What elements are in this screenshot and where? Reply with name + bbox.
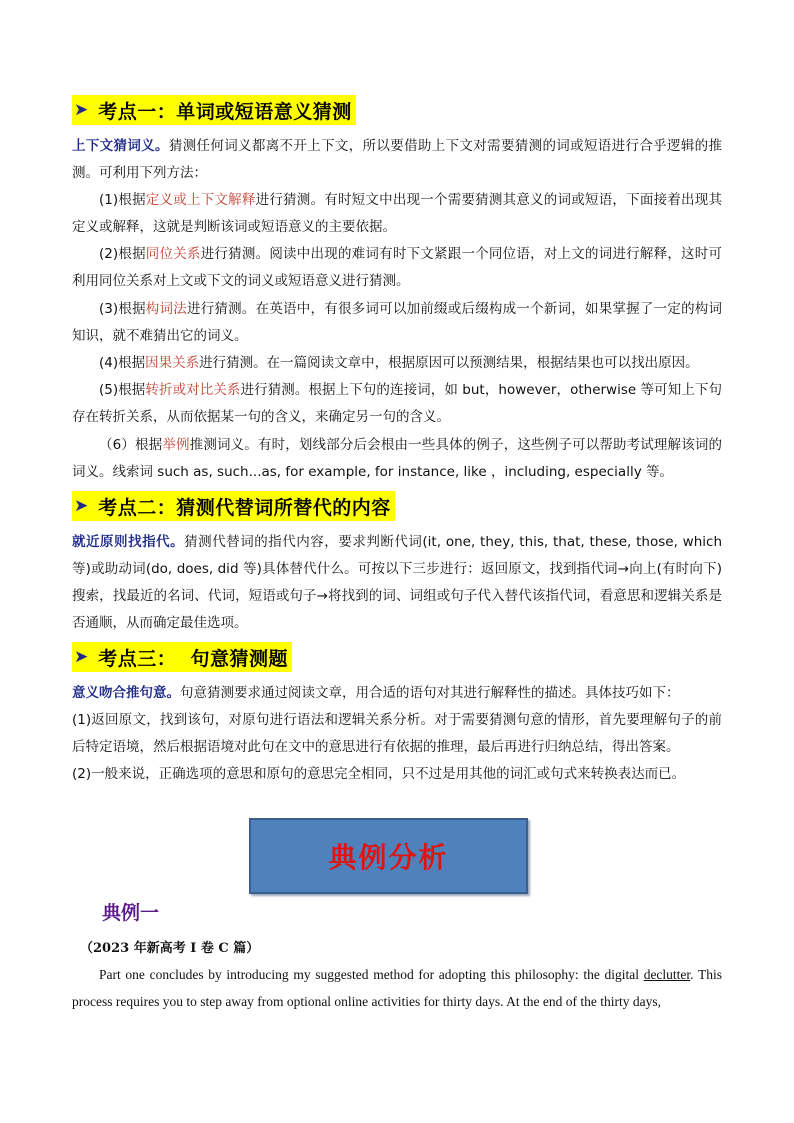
section3-point-2 xyxy=(72,761,722,788)
section2-body xyxy=(72,529,722,637)
item-prefix: (5)根据 xyxy=(99,382,146,398)
section-heading-2 xyxy=(72,491,395,521)
method-item-3 xyxy=(72,296,722,350)
heading-text: 考点一：单词或短语意义猜测 xyxy=(98,100,352,123)
section1-intro xyxy=(72,133,722,187)
item-text: 推测词义。有时，划线部分后会根由一些具体的例子，这些例子可以帮助考试理解该词的词义。线索词 such as, such...as, for example, for instance, like ，including, especially 等。 xyxy=(72,437,723,480)
item-prefix: (2)根据 xyxy=(99,246,146,262)
method-item-5 xyxy=(72,377,722,431)
item-key: 举例 xyxy=(162,437,190,453)
section3-text: 句意猜测要求通过阅读文章，用合适的语句对其进行解释性的描述。具体技巧如下： xyxy=(180,685,680,701)
heading-highlight xyxy=(72,491,395,521)
item-prefix: (1)根据 xyxy=(99,192,146,208)
method-item-6 xyxy=(72,432,722,486)
arrow-bullet-icon: ➤ xyxy=(74,647,89,667)
item-text: 进行猜测。根据上下句的连接词，如 but，however，otherwise 等可知上下句存在转折关系，从而依据某一句的含义，来确定另一句的含义。 xyxy=(72,382,723,425)
section2-text: 猜测代替词的指代内容，要求判断代词(it, one, they, this, that, these, those, which 等)或助动词(do, does, did 等)具体替代什么。可按以下三步进行：返回原文，找到指代词→向上(有时向下)搜索，找最近的名词、代词，短语或句子→将找到的词、词组或句子代入替代该指代词，看意思和逻辑关系是否通顺，从而确定最佳选项。 xyxy=(72,534,722,631)
underlined-word: declutter xyxy=(643,967,691,982)
item-key: 同位关系 xyxy=(145,246,201,262)
point-text: (1)返回原文，找到该句，对原句进行语法和逻辑关系分析。对于需要猜测句意的情形，首先要理解句子的前后特定语境，然后根据语境对此句在文中的意思进行有依据的推理，最后再进行归纳总结，得出答案。 xyxy=(72,712,722,755)
heading-text: 考点三： 句意猜测题 xyxy=(98,647,288,670)
item-key: 转折或对比关系 xyxy=(145,382,241,398)
method-item-2 xyxy=(72,241,722,295)
item-key: 构词法 xyxy=(145,301,187,317)
section-heading-1 xyxy=(72,95,356,125)
example-source: （2023 年新高考 I 卷 C 篇） xyxy=(80,941,260,956)
item-text: 进行猜测。有时短文中出现一个需要猜测其意义的词或短语，下面接着出现其定义或解释，这就是判断该词或短语意义的主要依据。 xyxy=(72,192,722,235)
method-item-1 xyxy=(72,187,722,241)
section3-lead: 意义吻合推句意。 xyxy=(72,685,180,701)
section2-lead: 就近原则找指代。 xyxy=(72,534,185,550)
item-key: 因果关系 xyxy=(145,355,200,371)
banner-label: 典例分析 xyxy=(328,841,449,874)
example-passage xyxy=(72,961,722,1015)
passage-text-after: . This process requires you to step away from optional online activities for thirty days. At the end of the thirty days, xyxy=(72,967,722,1009)
heading-text: 考点二：猜测代替词所替代的内容 xyxy=(98,496,391,519)
intro-lead: 上下文猜词义。 xyxy=(72,138,169,154)
passage-text-before: Part one concludes by introducing my suggested method for adopting this philosophy: the digital xyxy=(99,967,644,982)
item-text: 进行猜测。阅读中出现的难词有时下文紧跟一个同位语，对上文的词进行解释，这时可利用同位关系对上文或下文的词义或短语意义进行猜测。 xyxy=(72,246,723,289)
point-text: (2)一般来说，正确选项的意思和原句的意思完全相同，只不过是用其他的词汇或句式来转换表达而已。 xyxy=(72,766,686,782)
arrow-bullet-icon: ➤ xyxy=(74,496,89,516)
item-prefix: （6）根据 xyxy=(99,437,163,453)
heading-highlight xyxy=(72,95,356,125)
arrow-bullet-icon: ➤ xyxy=(74,100,89,120)
item-text: 进行猜测。在英语中，有很多词可以加前缀或后缀构成一个新词，如果掌握了一定的构词知识，就不难猜出它的词义。 xyxy=(72,301,723,344)
item-prefix: (3)根据 xyxy=(99,301,146,317)
heading-highlight xyxy=(72,642,292,672)
example-title: 典例一 xyxy=(102,902,160,924)
intro-text: 猜测任何词义都离不开上下文，所以要借助上下文对需要猜测的词或短语进行合乎逻辑的推测。可利用下列方法： xyxy=(72,138,722,181)
section-heading-3 xyxy=(72,642,292,672)
item-text: 进行猜测。在一篇阅读文章中，根据原因可以预测结果，根据结果也可以找出原因。 xyxy=(199,355,699,371)
example-analysis-banner xyxy=(249,818,528,894)
item-prefix: (4)根据 xyxy=(99,355,146,371)
section3-point-1 xyxy=(72,707,722,761)
item-key: 定义或上下文解释 xyxy=(145,192,256,208)
method-item-4 xyxy=(72,350,722,377)
section3-intro xyxy=(72,680,722,707)
